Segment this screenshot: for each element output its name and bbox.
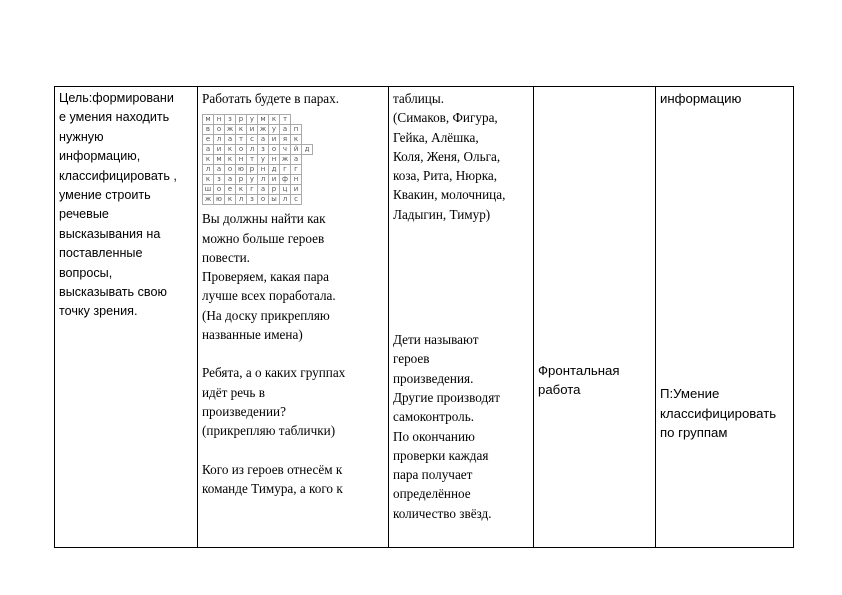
grid-letter: а <box>225 135 236 145</box>
grid-letter: н <box>269 155 280 165</box>
grid-letter: к <box>225 195 236 205</box>
grid-letter: к <box>269 115 280 125</box>
grid-letter: м <box>203 115 214 125</box>
result-bottom-text: П:Умение классифицировать по группам <box>660 386 777 440</box>
spacer <box>202 441 384 460</box>
grid-letter: о <box>214 185 225 195</box>
grid-letter: л <box>247 145 258 155</box>
grid-letter: о <box>214 125 225 135</box>
work-form-cell <box>534 87 656 548</box>
grid-letter: а <box>214 165 225 175</box>
grid-letter: р <box>236 175 247 185</box>
teacher-activity-cell <box>198 87 389 548</box>
grid-letter: й <box>291 145 302 155</box>
teacher-question: Ребята, а о каких группах идёт речь в произведении? (прикрепляю таблички) <box>202 365 346 439</box>
teacher-task: Вы должны найти как можно больше героев повести. Проверяем, какая пара лучше всех поработала. (На доску прикрепляю названные имена) <box>202 211 336 343</box>
grid-row <box>203 125 313 135</box>
grid-letter: ц <box>280 185 291 195</box>
grid-letter: ж <box>258 125 269 135</box>
grid-letter: у <box>269 125 280 135</box>
result-top-text: информацию <box>660 91 742 106</box>
grid-row <box>203 155 313 165</box>
grid-letter: и <box>269 135 280 145</box>
grid-letter: л <box>236 195 247 205</box>
grid-letter: ш <box>203 185 214 195</box>
grid-letter: к <box>236 125 247 135</box>
grid-letter: ю <box>214 195 225 205</box>
grid-letter: м <box>258 115 269 125</box>
students-bottom-text: Дети называют героев произведения. Другие производят самоконтроль. По окончанию проверки каждая пара получает определённое количество звёзд. <box>393 332 501 521</box>
grid-letter: р <box>247 165 258 175</box>
goal-text: Цель:формировани е умения находить нужную информацию, классифицировать , умение строить речевые высказывания на поставленные вопросы, высказывать свою точку зрения. <box>59 91 177 319</box>
grid-letter: н <box>236 155 247 165</box>
grid-letter: в <box>203 125 214 135</box>
grid-letter: к <box>203 175 214 185</box>
grid-letter: к <box>225 155 236 165</box>
grid-letter: у <box>247 175 258 185</box>
grid-letter: а <box>258 135 269 145</box>
grid-letter: ж <box>203 195 214 205</box>
grid-row <box>203 175 313 185</box>
grid-letter: о <box>225 165 236 175</box>
grid-letter: ч <box>280 145 291 155</box>
grid-letter: и <box>214 145 225 155</box>
grid-letter: я <box>280 135 291 145</box>
grid-letter: а <box>225 175 236 185</box>
grid-letter: з <box>247 195 258 205</box>
grid-letter: и <box>291 185 302 195</box>
lesson-table <box>54 86 794 548</box>
word-search-grid <box>202 114 313 205</box>
grid-letter: о <box>236 145 247 155</box>
grid-letter: м <box>214 155 225 165</box>
student-activity-cell <box>389 87 534 548</box>
work-form-text: Фронтальная работа <box>538 363 620 398</box>
grid-letter: д <box>269 165 280 175</box>
grid-letter: к <box>291 135 302 145</box>
grid-letter: и <box>269 175 280 185</box>
grid-letter: л <box>203 165 214 175</box>
grid-letter: н <box>214 115 225 125</box>
grid-letter: л <box>280 195 291 205</box>
grid-letter: п <box>291 125 302 135</box>
grid-letter: а <box>258 185 269 195</box>
grid-letter: з <box>214 175 225 185</box>
grid-letter: а <box>203 145 214 155</box>
grid-letter: у <box>258 155 269 165</box>
grid-row <box>203 115 313 125</box>
grid-letter: т <box>236 135 247 145</box>
grid-letter: о <box>258 195 269 205</box>
grid-letter: е <box>203 135 214 145</box>
goal-cell <box>55 87 198 548</box>
grid-row <box>203 195 313 205</box>
grid-row <box>203 135 313 145</box>
grid-letter: з <box>258 145 269 155</box>
grid-letter: г <box>247 185 258 195</box>
grid-letter: с <box>247 135 258 145</box>
grid-letter: ю <box>236 165 247 175</box>
grid-letter: н <box>258 165 269 175</box>
grid-letter: у <box>247 115 258 125</box>
grid-letter: к <box>225 145 236 155</box>
grid-letter: л <box>258 175 269 185</box>
grid-letter: р <box>236 115 247 125</box>
grid-letter: о <box>269 145 280 155</box>
grid-letter: з <box>225 115 236 125</box>
grid-letter: ы <box>269 195 280 205</box>
grid-letter: д <box>302 145 313 155</box>
grid-letter: е <box>225 185 236 195</box>
grid-row <box>203 185 313 195</box>
teacher-intro: Работать будете в парах. <box>202 91 340 106</box>
grid-letter: ф <box>280 175 291 185</box>
grid-letter: ж <box>225 125 236 135</box>
grid-letter: а <box>291 155 302 165</box>
grid-letter: к <box>236 185 247 195</box>
grid-letter: ж <box>280 155 291 165</box>
grid-letter: а <box>280 125 291 135</box>
grid-letter: и <box>247 125 258 135</box>
students-top-text: таблицы. (Симаков, Фигура, Гейка, Алёшка, Коля, Женя, Ольга, коза, Рита, Нюрка, Квакин, молочница, Ладыгин, Тимур) <box>393 91 506 222</box>
teacher-closing: Кого из героев отнесём к команде Тимура, а кого к <box>202 461 343 496</box>
grid-letter: т <box>280 115 291 125</box>
grid-letter: н <box>291 175 302 185</box>
grid-row <box>203 165 313 175</box>
table-row <box>55 87 794 548</box>
grid-row <box>203 145 313 155</box>
grid-letter: л <box>214 135 225 145</box>
spacer <box>202 344 384 363</box>
grid-letter: с <box>291 195 302 205</box>
result-cell <box>656 87 794 548</box>
grid-letter: к <box>203 155 214 165</box>
grid-letter: т <box>247 155 258 165</box>
grid-letter: г <box>280 165 291 175</box>
grid-letter: р <box>269 185 280 195</box>
grid-letter: г <box>291 165 302 175</box>
